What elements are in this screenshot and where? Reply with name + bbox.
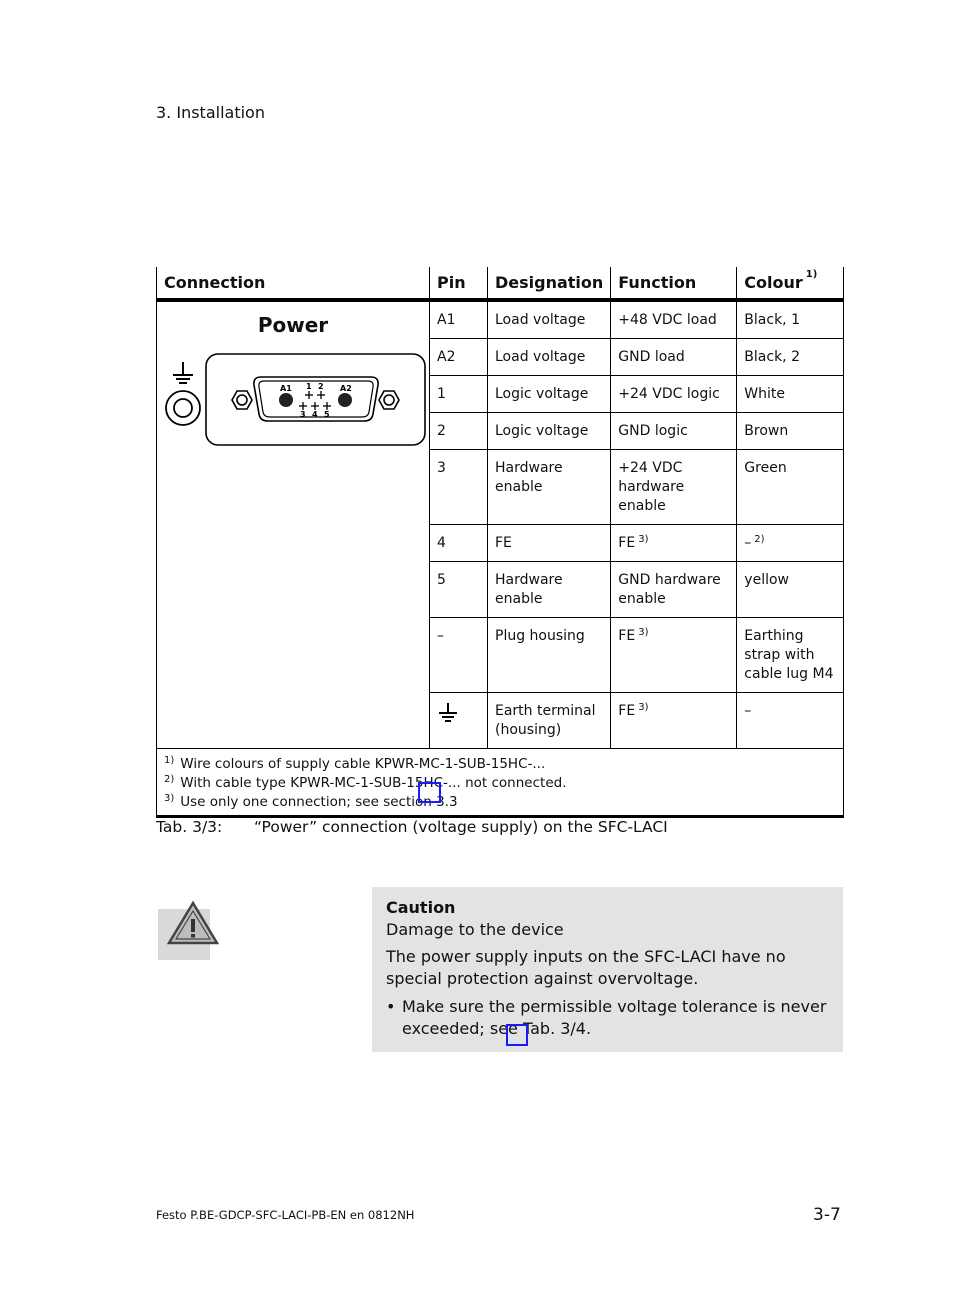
cell-pin: 1 (430, 376, 488, 413)
caption-text: “Power” connection (voltage supply) on the SFC-LACI (254, 818, 668, 836)
page-number: 3-7 (813, 1205, 841, 1225)
header-colour-note: 1) (805, 269, 818, 280)
pin-a2-contact (338, 393, 352, 407)
connector-label-a1: A1 (280, 384, 292, 393)
cell-colour (737, 562, 844, 618)
footnote-mark: 2) (164, 774, 175, 785)
connector-housing (206, 354, 425, 445)
connector-label-4: 4 (312, 410, 318, 419)
cell-function (611, 450, 737, 525)
table-link-highlight[interactable] (506, 1024, 528, 1046)
cell-pin: 4 (430, 525, 488, 562)
caution-subtitle: Damage to the device (386, 920, 564, 939)
connector-label-3: 3 (300, 410, 306, 419)
cell-designation: Logic voltage (488, 376, 611, 413)
connector-label-2: 2 (318, 382, 324, 391)
footer-document-id: Festo P.BE-GDCP-SFC-LACI-PB-EN en 0812NH (156, 1208, 415, 1222)
function-text: FE (618, 703, 636, 719)
mounting-nut-right-icon (379, 391, 399, 409)
cell-colour (737, 376, 844, 413)
cell-pin: – (430, 618, 488, 693)
footnotes-cell (157, 749, 844, 817)
cell-designation: Hardware enable (488, 562, 611, 618)
footnote-line (164, 774, 836, 793)
cell-designation: Earth terminal (housing) (488, 693, 611, 749)
caution-title: Caution (386, 898, 456, 917)
connector-label-a2: A2 (340, 384, 352, 393)
colour-text: – (744, 703, 752, 719)
connector-title: Power (257, 313, 329, 337)
cell-colour (737, 450, 844, 525)
caution-bullet-text: Make sure the permissible voltage tolerance is never exceeded; see Tab. 3/4. (402, 997, 827, 1038)
cell-function (611, 618, 737, 693)
cell-colour (737, 693, 844, 749)
cell-designation: Load voltage (488, 300, 611, 339)
warning-triangle-icon (166, 900, 220, 946)
function-text: FE (618, 535, 636, 551)
caution-bullet-item (386, 996, 829, 1040)
function-text: +48 VDC load (618, 312, 717, 328)
connector-label-1: 1 (306, 382, 312, 391)
cell-colour (737, 618, 844, 693)
footnote-line (164, 755, 836, 774)
table-caption (156, 818, 668, 836)
header-colour (737, 267, 844, 300)
colour-text: Green (744, 460, 787, 476)
function-text: +24 VDC hardware enable (618, 460, 685, 514)
caption-number: Tab. 3/3: (156, 818, 223, 836)
function-text: GND load (618, 349, 685, 365)
header-designation: Designation (488, 267, 611, 300)
header-pin: Pin (430, 267, 488, 300)
cell-designation: Plug housing (488, 618, 611, 693)
signal-pins (299, 391, 331, 410)
footnote-mark: 3) (164, 793, 175, 804)
cell-colour (737, 525, 844, 562)
function-text: +24 VDC logic (618, 386, 720, 402)
colour-text: Earthing strap with cable lug M4 (744, 628, 834, 682)
cell-pin: A1 (430, 300, 488, 339)
earth-symbol-icon (173, 362, 193, 383)
cell-pin: A2 (430, 339, 488, 376)
section-link-highlight[interactable] (418, 782, 441, 803)
colour-text: White (744, 386, 786, 402)
header-function: Function (611, 267, 737, 300)
cell-designation: FE (488, 525, 611, 562)
colour-text: – (744, 535, 752, 551)
mounting-nut-left-icon (232, 391, 252, 409)
cell-pin: 2 (430, 413, 488, 450)
cell-function (611, 413, 737, 450)
footnote-line (164, 793, 836, 812)
bullet-dot-icon: • (386, 997, 396, 1016)
header-colour-label: Colour (744, 273, 803, 292)
power-pin-table (156, 267, 844, 818)
cell-function (611, 562, 737, 618)
earth-terminal-icon (166, 391, 200, 425)
cell-pin (430, 693, 488, 749)
cell-function (611, 525, 737, 562)
sub-d-connector-diagram (157, 342, 429, 452)
cell-colour (737, 413, 844, 450)
cell-pin: 5 (430, 562, 488, 618)
pin-a1-contact (279, 393, 293, 407)
caution-box (372, 887, 843, 1052)
cell-function (611, 693, 737, 749)
cell-designation: Load voltage (488, 339, 611, 376)
cell-colour (737, 339, 844, 376)
cell-designation: Hardware enable (488, 450, 611, 525)
function-text: GND hardware enable (618, 572, 721, 607)
colour-text: yellow (744, 572, 789, 588)
colour-text: Brown (744, 423, 789, 439)
cell-function (611, 376, 737, 413)
cell-pin: 3 (430, 450, 488, 525)
cell-function (611, 339, 737, 376)
header-connection: Connection (157, 267, 430, 300)
colour-text: Black, 1 (744, 312, 800, 328)
function-text: FE (618, 628, 636, 644)
footnote-text: Use only one connection; see section 3.3 (180, 794, 458, 810)
connector-illustration-cell (157, 300, 430, 749)
caution-body: The power supply inputs on the SFC-LACI have no special protection against overvoltage. (386, 947, 786, 988)
footnote-text: With cable type KPWR-MC-1-SUB-15HC-... not connected. (180, 775, 567, 791)
function-text: GND logic (618, 423, 688, 439)
colour-text: Black, 2 (744, 349, 800, 365)
function-footnote-mark: 3) (638, 534, 649, 545)
section-title: 3. Installation (156, 103, 265, 122)
cell-designation: Logic voltage (488, 413, 611, 450)
earth-symbol-icon (437, 702, 459, 724)
cell-colour (737, 300, 844, 339)
function-footnote-mark: 3) (638, 627, 649, 638)
colour-footnote-mark: 2) (754, 534, 765, 545)
table-row (157, 300, 844, 339)
footnote-mark: 1) (164, 755, 175, 766)
footnote-text: Wire colours of supply cable KPWR-MC-1-SUB-15HC-... (180, 756, 546, 772)
cell-function (611, 300, 737, 339)
function-footnote-mark: 3) (638, 702, 649, 713)
connector-label-5: 5 (324, 410, 330, 419)
